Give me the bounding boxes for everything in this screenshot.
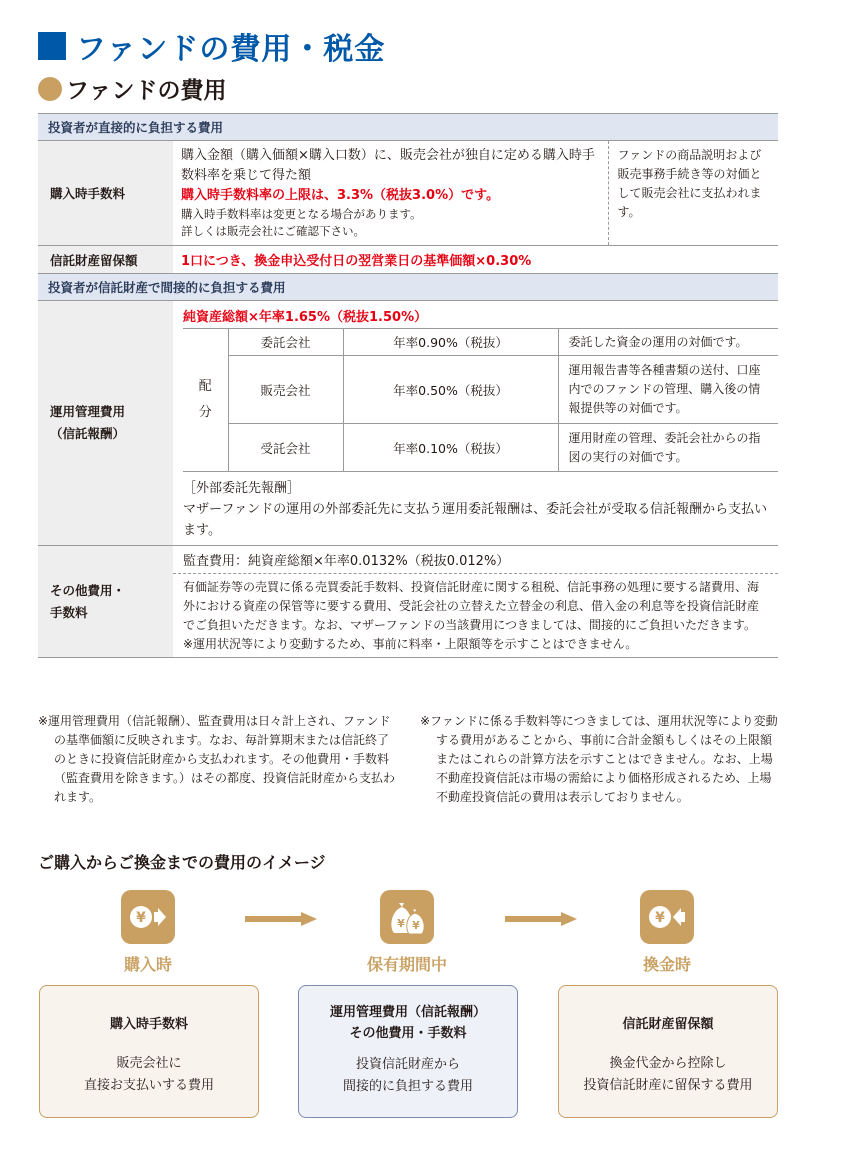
footnote-left <box>38 712 400 807</box>
footnote-right-text: ※ファンドに係る手数料等につきましては、運用状況等により変動する費用があることから、事前に合計金額もしくはその上限額またはこれらの計算方法を示すことはできません。なお、上場不動産投資信託は市場の需給により価格形成されるため、上場不動産投資信託の費用は表示しておりません。 <box>420 714 778 804</box>
page-title: ファンドの費用・税金 <box>76 32 386 67</box>
indirect-heading-row <box>38 274 778 301</box>
yen-out-svg <box>647 901 687 933</box>
svg-text:¥: ¥ <box>397 917 405 930</box>
allocation-name: 販売会社 <box>228 356 343 424</box>
flow-arrow-1 <box>245 912 317 926</box>
allocation-rate: 年率0.10%（税抜） <box>343 424 558 472</box>
flow-title: ご購入からご換金までの費用のイメージ <box>38 853 326 872</box>
svg-text:¥: ¥ <box>412 919 420 932</box>
retention-row <box>38 246 778 274</box>
allocation-desc: 委託した資金の運用の対価です。 <box>558 329 778 356</box>
mgmt-fee-label <box>38 301 173 546</box>
phase-label-redemption: 換金時 <box>642 955 691 974</box>
bullet-dot-icon <box>38 77 62 101</box>
card-title: 購入時手数料 <box>109 1017 188 1032</box>
allocation-row <box>183 424 778 472</box>
purchase-fee-upper-limit: 購入時手数料率の上限は、3.3%（税抜3.0%）です。 <box>181 188 500 203</box>
card-body-2: 投資信託財産に留保する費用 <box>583 1078 753 1093</box>
purchase-fee-detail <box>173 141 608 246</box>
phase-label-purchase: 購入時 <box>123 955 172 974</box>
page-title-bar <box>38 26 385 66</box>
card-body-2: 間接的に負担する費用 <box>342 1079 473 1094</box>
allocation-row <box>183 329 778 356</box>
purchase-fee-row <box>38 141 778 246</box>
allocation-table <box>183 328 778 472</box>
purchase-fee-side: ファンドの商品説明および販売事務手続き等の対価として販売会社に支払われます。 <box>608 141 778 246</box>
svg-text:¥: ¥ <box>136 910 146 926</box>
allocation-rate: 年率0.50%（税抜） <box>343 356 558 424</box>
retention-label: 信託財産留保額 <box>38 246 173 274</box>
external-fee <box>173 472 778 541</box>
section-subtitle <box>38 72 227 105</box>
allocation-rate: 年率0.90%（税抜） <box>343 329 558 356</box>
allocation-desc: 運用報告書等各種書類の送付、口座内でのファンドの管理、購入後の情報提供等の対価です。 <box>558 356 778 424</box>
purchase-fee-note2: 詳しくは販売会社にご確認下さい。 <box>181 224 365 238</box>
card-body-2: 直接お支払いする費用 <box>83 1078 214 1093</box>
mgmt-fee-label-1: 運用管理費用 <box>50 404 126 419</box>
footnote-left-text: ※運用管理費用（信託報酬）、監査費用は日々計上され、ファンドの基準価額に反映されます。なお、毎計算期末または信託終了のときに投資信託財産から支払われます。その他費用・手数料（監査費用を除きます。）はその都度、投資信託財産から支払われます。 <box>38 714 396 804</box>
subtitle-text: ファンドの費用 <box>66 78 227 104</box>
yen-in-svg <box>128 901 168 933</box>
haibun-label <box>183 329 228 472</box>
haibun-char-1: 配 <box>198 379 212 394</box>
allocation-row <box>183 356 778 424</box>
haibun-char-2: 分 <box>198 405 212 420</box>
card-title: 信託財産留保額 <box>622 1017 714 1032</box>
yen-out-icon <box>640 890 694 944</box>
other-fee-label <box>38 546 173 658</box>
title-square-icon <box>38 32 66 60</box>
indirect-heading: 投資者が信託財産で間接的に負担する費用 <box>38 274 778 301</box>
retention-value: 1口につき、換金申込受付日の翌営業日の基準価額×0.30% <box>173 246 778 274</box>
card-title-2: その他費用・手数料 <box>349 1026 467 1041</box>
direct-heading: 投資者が直接的に負担する費用 <box>38 114 778 141</box>
direct-heading-row <box>38 114 778 141</box>
allocation-name: 委託会社 <box>228 329 343 356</box>
fee-table <box>38 113 778 658</box>
external-fee-body: マザーファンドの運用の外部委託先に支払う運用委託報酬は、委託会社が受取る信託報酬から支払います。 <box>183 502 768 538</box>
card-holding <box>298 985 518 1118</box>
other-fee-label-2: 手数料 <box>50 604 88 620</box>
purchase-fee-desc: 購入金額（購入価額×購入口数）に、販売会社が独自に定める購入時手数料率を乗じて得た額 <box>181 148 595 183</box>
flow-arrow-2 <box>505 912 577 926</box>
allocation-name: 受託会社 <box>228 424 343 472</box>
other-fee-text: 有価証券等の売買に係る売買委託手数料、投資信託財産に関する租税、信託事務の処理に要する諸費用、海外における資産の保管等に要する費用、受託会社の立替えた立替金の利息、借入金の利息等を投資信託財産でご負担いただきます。なお、マザーファンドの当該費用につきましては、間接的にご負担いただきます。 <box>183 580 760 632</box>
card-redemption <box>558 985 778 1118</box>
money-bag-icon <box>380 890 434 944</box>
allocation-desc: 運用財産の管理、委託会社からの指図の実行の対価です。 <box>558 424 778 472</box>
card-title: 運用管理費用（信託報酬） <box>329 1005 486 1020</box>
other-fee-note: ※運用状況等により変動するため、事前に料率・上限額等を示すことはできません。 <box>183 637 638 651</box>
card-body-1: 投資信託財産から <box>355 1057 460 1072</box>
svg-text:¥: ¥ <box>655 910 665 926</box>
audit-fee: 監査費用：純資産総額×年率0.0132%（税抜0.012%） <box>173 546 778 574</box>
other-fee-detail <box>173 546 778 658</box>
mgmt-fee-row <box>38 301 778 546</box>
phase-label-holding: 保有期間中 <box>366 955 447 974</box>
purchase-fee-note1: 購入時手数料率は変更となる場合があります。 <box>181 207 422 221</box>
mgmt-fee-detail <box>173 301 778 546</box>
card-body-1: 換金代金から控除し <box>609 1056 727 1071</box>
footnote-right <box>420 712 782 807</box>
other-fee-label-1: その他費用・ <box>50 582 126 598</box>
mgmt-fee-total: 純資産総額×年率1.65%（税抜1.50%） <box>183 310 428 325</box>
card-purchase <box>39 985 259 1118</box>
purchase-fee-label: 購入時手数料 <box>38 141 173 246</box>
yen-in-icon <box>121 890 175 944</box>
money-bag-svg <box>385 897 429 937</box>
mgmt-fee-label-2: （信託報酬） <box>50 426 126 441</box>
other-fee-row <box>38 546 778 658</box>
external-fee-title: ［外部委託先報酬］ <box>183 481 301 496</box>
other-fee-body <box>173 574 778 657</box>
card-body-1: 販売会社に <box>116 1056 182 1071</box>
